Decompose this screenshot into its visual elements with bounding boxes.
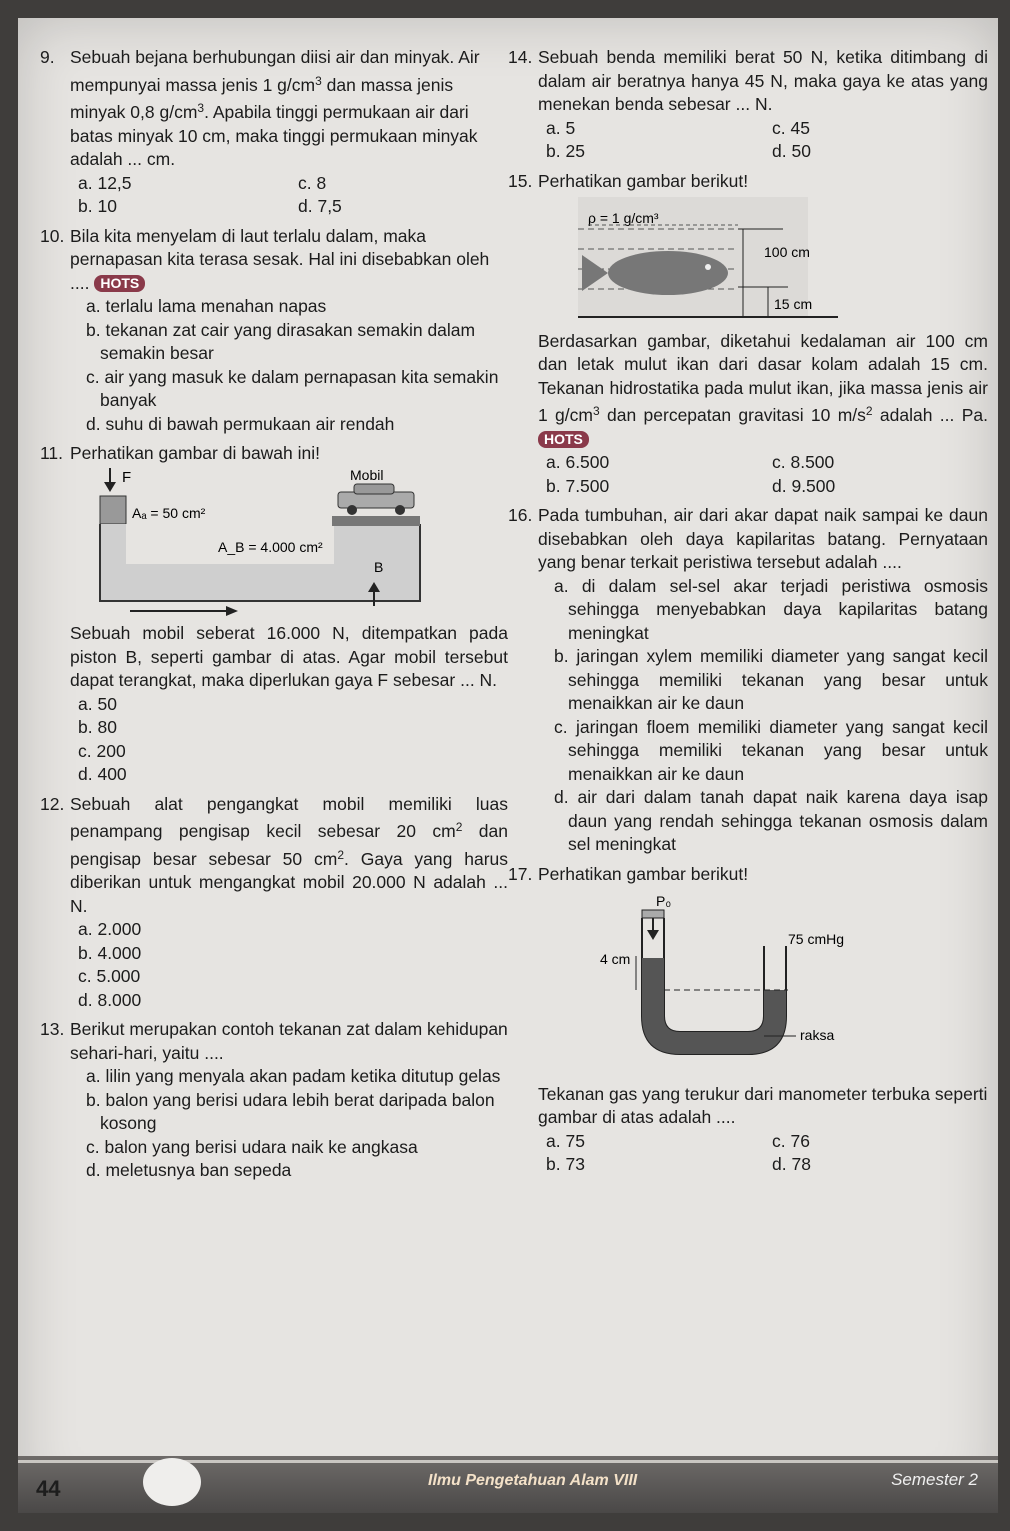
- question-body: Sebuah mobil seberat 16.000 N, ditempatkan pada piston B, seperti gambar di atas. Agar mobil tersebut dapat terangkat, maka diperlukan gaya F sebesar ... N.: [70, 623, 508, 690]
- answer-options: [70, 295, 508, 436]
- option-d[interactable]: d. 50: [772, 141, 811, 161]
- area-b-label: A_B = 4.000 cm²: [218, 538, 323, 555]
- option-d[interactable]: d. suhu di bawah permukaan air rendah: [86, 413, 395, 434]
- question-15: [508, 170, 988, 499]
- option-c[interactable]: c. 45: [772, 117, 810, 138]
- semester-label: Semester 2: [891, 1470, 978, 1489]
- height-diff-label: 4 cm: [600, 951, 631, 967]
- question-14: [508, 46, 988, 164]
- option-a[interactable]: a. 75: [546, 1130, 585, 1151]
- option-b[interactable]: b. 80: [78, 717, 117, 737]
- option-d[interactable]: d. meletusnya ban sepeda: [86, 1160, 292, 1180]
- option-b[interactable]: b. tekanan zat cair yang dirasakan semakin dalam semakin besar: [86, 319, 476, 363]
- question-text: Sebuah alat pengangkat mobil memiliki luas penampang pengisap kecil sebesar 20 $cm^2$ dan pengisap besar sebesar 50 $cm^2$. Gaya yang harus diberikan untuk mengangkat mobil 20.000 N adalah ... N.: [70, 793, 509, 916]
- option-a[interactable]: a. 50: [78, 693, 117, 714]
- option-a[interactable]: a. di dalam sel-sel akar terjadi peristiwa osmosis sehingga menyebabkan daya kapilaritas batang meningkat: [554, 575, 988, 643]
- question-9: [40, 46, 508, 219]
- option-a[interactable]: a. 5: [546, 117, 576, 138]
- option-d[interactable]: d. air dari dalam tanah dapat naik karena daya isap daun yang rendah sehingga tekanan osmosis dalam sel meningkat: [554, 787, 988, 854]
- option-a[interactable]: a. terlalu lama menahan napas: [86, 296, 327, 316]
- option-b[interactable]: b. 25: [546, 141, 585, 161]
- mercury-label: raksa: [800, 1027, 835, 1043]
- page-number: 44: [36, 1476, 61, 1501]
- question-number: 14.: [508, 47, 533, 67]
- option-c[interactable]: c. 200: [78, 740, 126, 761]
- hots-badge: HOTS: [94, 275, 145, 292]
- answer-options: [70, 693, 508, 787]
- answer-options: [538, 1130, 988, 1177]
- hydraulic-lift-figure: [70, 466, 508, 616]
- answer-options: [538, 451, 988, 498]
- option-a[interactable]: a. 12,5: [78, 172, 132, 193]
- answer-options: [538, 575, 988, 857]
- density-label: ρ = 1 g/cm³: [588, 210, 659, 226]
- force-label: F: [122, 468, 132, 486]
- question-number: 11.: [40, 443, 64, 463]
- piston-b-label: B: [374, 558, 384, 575]
- option-a[interactable]: a. 2.000: [78, 919, 142, 939]
- question-text: Sebuah bejana berhubungan diisi air dan minyak. Air mempunyai massa jenis 1 $g/cm^3$ dan massa jenis minyak 0,8 $g/cm^3$. Apabila tinggi permukaan air dari batas minyak 10 cm, maka tinggi permukaan minyak adalah ... cm.: [70, 47, 480, 169]
- option-c[interactable]: c. jaringan floem memiliki diameter yang sangat kecil sehingga memiliki tekanan yang besar untuk menaikkan air ke daun: [554, 716, 988, 784]
- question-text: Sebuah benda memiliki berat 50 N, ketika ditimbang di dalam air beratnya hanya 45 N, maka gaya ke atas yang menekan benda sebesar ... N.: [538, 47, 988, 114]
- option-d[interactable]: d. 78: [772, 1154, 811, 1174]
- option-b[interactable]: b. balon yang berisi udara lebih berat daripada balon kosong: [86, 1089, 495, 1133]
- answer-options: [70, 172, 508, 219]
- option-b[interactable]: b. 4.000: [78, 942, 142, 963]
- question-body: Tekanan gas yang terukur dari manometer terbuka seperti gambar di atas adalah ....: [538, 1083, 988, 1127]
- question-text: Pada tumbuhan, air dari akar dapat naik sampai ke daun disebabkan oleh daya kapilaritas batang. Pernyataan yang benar terkait peristiwa tersebut adalah ....: [538, 505, 988, 572]
- question-text: Perhatikan gambar berikut!: [538, 863, 749, 884]
- option-a[interactable]: a. 6.500: [546, 452, 610, 472]
- fish-pool-figure: [538, 193, 978, 323]
- question-text: Perhatikan gambar berikut!: [538, 170, 749, 191]
- area-a-label: Aₐ = 50 cm²: [132, 504, 206, 521]
- question-number: 17.: [508, 863, 533, 884]
- option-d[interactable]: d. 7,5: [298, 196, 342, 216]
- right-column: [508, 46, 988, 1183]
- question-number: 10.: [40, 225, 65, 246]
- pressure-label: 75 cmHg: [788, 931, 845, 947]
- option-c[interactable]: c. 76: [772, 1130, 810, 1151]
- left-column: [40, 46, 509, 1189]
- height-label: 15 cm: [774, 296, 813, 312]
- depth-label: 100 cm: [764, 244, 810, 260]
- option-c[interactable]: c. balon yang berisi udara naik ke angkasa: [86, 1136, 418, 1157]
- car-label: Mobil: [350, 466, 384, 483]
- question-17: [508, 863, 988, 1177]
- option-d[interactable]: d. 9.500: [772, 475, 836, 496]
- option-b[interactable]: b. 73: [546, 1154, 585, 1174]
- question-16: [508, 504, 988, 857]
- question-12: [40, 793, 509, 1013]
- decorative-circle: [143, 1458, 201, 1506]
- answer-options: [538, 117, 988, 164]
- option-c[interactable]: c. 8: [298, 172, 327, 193]
- question-10: [40, 225, 508, 437]
- question-text: Bila kita menyelam di laut terlalu dalam, maka pernapasan kita terasa sesak. Hal ini disebabkan oleh .... HOTS: [70, 225, 490, 293]
- worksheet-page: [18, 18, 998, 1513]
- question-number: 15.: [508, 170, 533, 191]
- manometer-figure: [538, 886, 978, 1076]
- option-b[interactable]: b. 10: [78, 196, 117, 216]
- page-footer: [18, 1456, 998, 1513]
- question-body: Berdasarkan gambar, diketahui kedalaman air 100 cm dan letak mulut ikan dari dasar kolam adalah 15 cm. Tekanan hidrostatika pada mulut ikan, jika massa jenis air 1 $g/cm^3$ dan percepatan gravitasi 10 $m/s^2$ adalah ... Pa. HOTS: [538, 330, 988, 447]
- option-b[interactable]: b. 7.500: [546, 475, 610, 496]
- question-text: Berikut merupakan contoh tekanan zat dalam kehidupan sehari-hari, yaitu ....: [70, 1019, 508, 1063]
- question-number: 16.: [508, 505, 533, 525]
- question-number: 9.: [40, 47, 55, 67]
- question-11: [40, 442, 508, 787]
- p0-label: P₀: [656, 893, 672, 909]
- question-text: Perhatikan gambar di bawah ini!: [70, 443, 321, 463]
- option-d[interactable]: d. 400: [78, 764, 127, 784]
- option-c[interactable]: c. 5.000: [78, 966, 141, 986]
- question-number: 12.: [40, 793, 65, 814]
- answer-options: [70, 918, 508, 1012]
- option-b[interactable]: b. jaringan xylem memiliki diameter yang sangat kecil sehingga memiliki tekanan yang besar untuk menaikkan air ke daun: [554, 646, 988, 713]
- question-13: [40, 1018, 508, 1183]
- hots-badge: HOTS: [538, 431, 589, 448]
- subject-title: Ilmu Pengetahuan Alam VIII: [428, 1472, 638, 1489]
- option-c[interactable]: c. air yang masuk ke dalam pernapasan kita semakin banyak: [86, 366, 499, 410]
- option-d[interactable]: d. 8.000: [78, 989, 142, 1010]
- option-c[interactable]: c. 8.500: [772, 452, 835, 472]
- option-a[interactable]: a. lilin yang menyala akan padam ketika ditutup gelas: [86, 1066, 501, 1086]
- question-number: 13.: [40, 1019, 65, 1039]
- answer-options: [70, 1065, 508, 1183]
